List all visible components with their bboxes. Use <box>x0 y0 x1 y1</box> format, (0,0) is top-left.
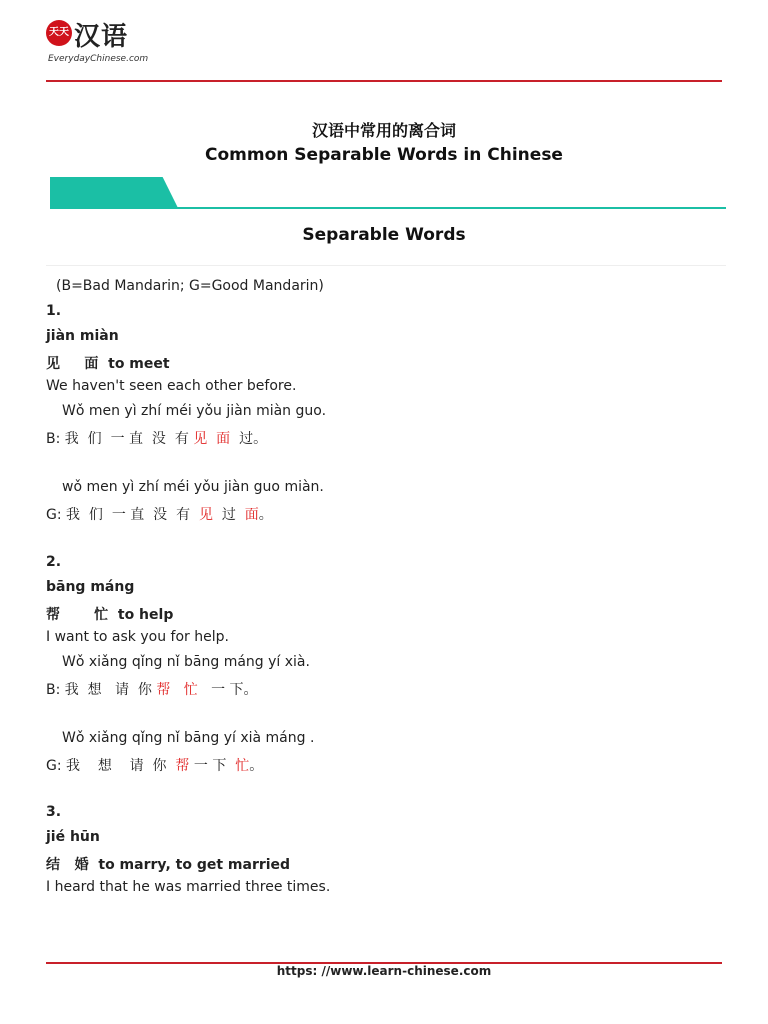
bad-example-suffix: 一 下。 <box>197 682 258 698</box>
good-example-prefix: G: 我 想 请 你 <box>46 758 176 774</box>
entry-number: 1. <box>46 303 62 319</box>
good-example-highlight-1: 帮 <box>175 758 190 774</box>
bad-example-hanzi <box>46 679 258 699</box>
entry-meaning: to help <box>117 607 174 623</box>
bad-example-hanzi <box>46 428 267 448</box>
good-example-suffix: 。 <box>258 507 273 523</box>
section-accent-block <box>50 177 178 208</box>
bad-example-pinyin: Wǒ xiǎng qǐng nǐ bāng máng yí xià. <box>62 654 310 670</box>
entry-meaning: to marry, to get married <box>98 857 291 873</box>
good-example-hanzi <box>46 755 263 775</box>
good-example-pinyin: Wǒ xiǎng qǐng nǐ bāng yí xià máng . <box>62 730 315 746</box>
entry-hanzi-line <box>46 854 290 874</box>
entry-hanzi: 见 面 <box>46 356 99 372</box>
good-example-hanzi <box>46 504 273 524</box>
good-example-highlight-1: 见 <box>198 507 213 523</box>
entry-pinyin: jiàn miàn <box>46 328 119 344</box>
entry-hanzi: 帮 忙 <box>46 607 109 623</box>
header-divider <box>46 80 722 82</box>
entry-meaning: to meet <box>108 356 170 372</box>
section-divider <box>46 265 726 266</box>
footer-link[interactable]: https: //www.learn-chinese.com <box>276 964 492 978</box>
entry-hanzi-line <box>46 604 173 624</box>
good-example-mid: 一 下 <box>189 758 236 774</box>
logo-subtitle: EverydayChinese.com <box>48 54 149 64</box>
entry-english: We haven't seen each other before. <box>46 378 297 394</box>
bad-example-prefix: B: 我 想 请 你 <box>46 682 157 698</box>
bad-example-highlight: 见 面 <box>193 431 231 447</box>
bad-example-prefix: B: 我 们 一 直 没 有 <box>46 431 194 447</box>
entry-english: I heard that he was married three times. <box>46 879 331 895</box>
legend-text: (B=Bad Mandarin; G=Good Mandarin) <box>56 278 324 294</box>
page-title-chinese: 汉语中常用的离合词 <box>311 121 456 140</box>
good-example-prefix: G: 我 们 一 直 没 有 <box>46 507 199 523</box>
entry-pinyin: jié hūn <box>46 829 100 845</box>
section-accent-line <box>50 207 726 209</box>
section-title: Separable Words <box>302 225 466 245</box>
entry-pinyin: bāng máng <box>46 579 135 595</box>
page-title-english: Common Separable Words in Chinese <box>205 145 563 165</box>
entry-hanzi: 结 婚 <box>46 857 89 873</box>
entry-hanzi-line <box>46 353 170 373</box>
good-example-suffix: 。 <box>249 758 264 774</box>
logo <box>46 16 166 68</box>
bad-example-suffix: 过。 <box>230 431 268 447</box>
good-example-pinyin: wǒ men yì zhí méi yǒu jiàn guo miàn. <box>62 479 324 495</box>
good-example-highlight-2: 忙 <box>235 758 250 774</box>
good-example-mid: 过 <box>212 507 245 523</box>
bad-example-pinyin: Wǒ men yì zhí méi yǒu jiàn miàn guo. <box>62 403 327 419</box>
logo-name: 汉语 <box>74 22 129 52</box>
entry-english: I want to ask you for help. <box>46 629 229 645</box>
bad-example-highlight: 帮 忙 <box>156 682 198 698</box>
entry-number: 2. <box>46 554 62 570</box>
good-example-highlight-2: 面 <box>244 507 259 523</box>
logo-badge: 天天 <box>46 20 72 46</box>
entry-number: 3. <box>46 804 62 820</box>
